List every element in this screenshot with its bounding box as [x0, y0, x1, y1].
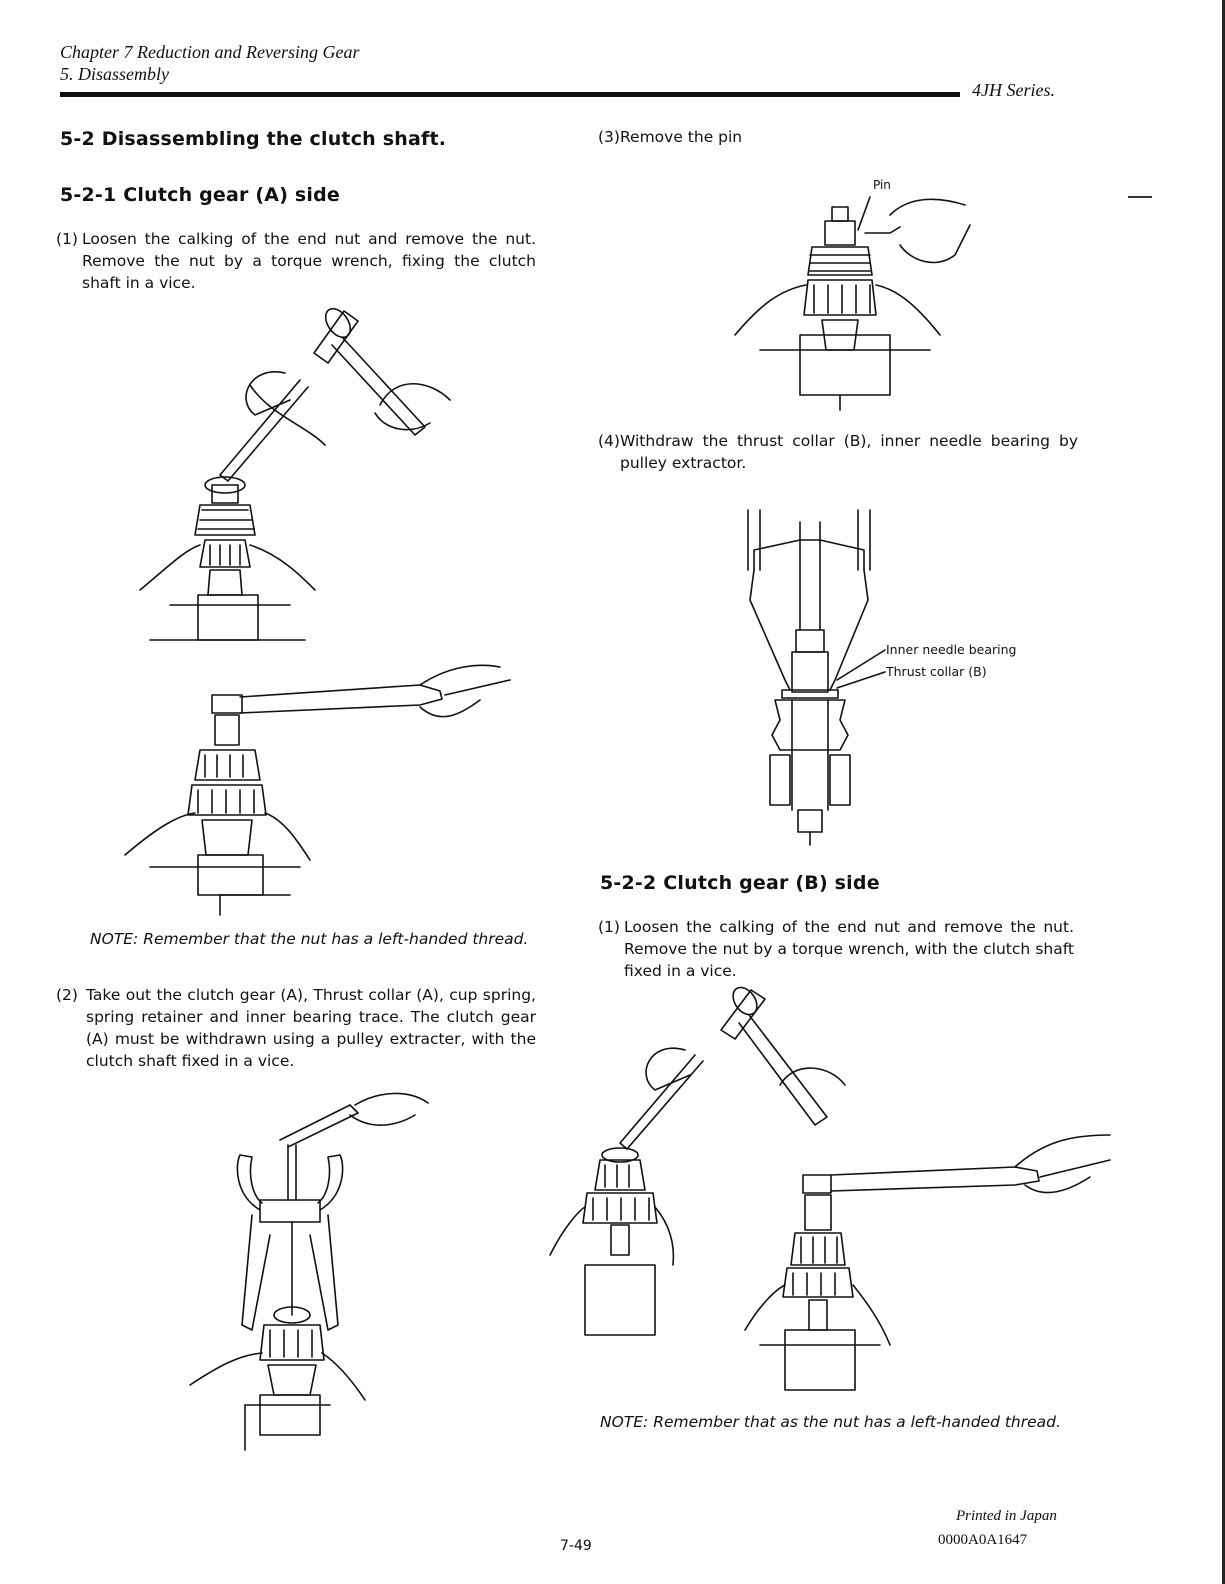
- series-label: 4JH Series.: [972, 80, 1055, 100]
- vice-icon: [190, 1353, 365, 1450]
- step-2: [56, 984, 536, 1072]
- step-5-text: Loosen the calking of the end nut and remove the nut. Remove the nut by a torque wrench, with the clutch shaft fixed in a vice.: [624, 918, 1074, 980]
- pin-label: Pin: [873, 178, 891, 192]
- note-1: NOTE: Remember that the nut has a left-handed thread.: [90, 930, 529, 948]
- step-1-number: (1): [56, 230, 78, 248]
- subheading-a: 5-2-1 Clutch gear (A) side: [60, 184, 341, 206]
- gear-icon: [583, 1148, 657, 1255]
- torque-wrench-icon: [803, 1135, 1110, 1193]
- chapter-title: Chapter 7 Reduction and Reversing Gear: [60, 42, 360, 62]
- section-heading: 5-2 Disassembling the clutch shaft.: [60, 128, 447, 150]
- gear-puller-figure: [180, 1085, 440, 1455]
- step-2-text: Take out the clutch gear (A), Thrust collar (A), cup spring, spring retainer and inner bearing trace. The clutch gear (A) must be withdrawn using a pulley extracter, with the clutch shaft fixed in a vice.: [86, 986, 536, 1070]
- step-3-number: (3): [598, 128, 620, 146]
- hammer-icon: [721, 983, 845, 1125]
- hammer-chisel-figure: [130, 305, 470, 645]
- gear-puller-icon: [237, 1093, 428, 1330]
- shaft-icon: [804, 207, 876, 350]
- label-thrust-collar: Thrust collar (B): [886, 664, 987, 679]
- pin-icon: [858, 197, 970, 262]
- step-5-number: (1): [598, 918, 620, 936]
- pulley-extractor-icon: [748, 510, 870, 690]
- gear-icon: [260, 1307, 324, 1395]
- note-2: NOTE: Remember that as the nut has a left-handed thread.: [600, 1413, 1061, 1431]
- torque-wrench-icon: [212, 665, 510, 716]
- torque-wrench-figure: [120, 655, 520, 920]
- document-code: 0000A0A1647: [938, 1532, 1028, 1548]
- step-4: [598, 430, 1078, 474]
- step-2-number: (2): [56, 986, 78, 1004]
- gear-icon: [195, 477, 255, 595]
- chisel-icon: [220, 372, 325, 481]
- chisel-icon: [620, 1048, 703, 1149]
- step-1: [56, 228, 536, 294]
- section-title: 5. Disassembly: [60, 64, 169, 84]
- gear-icon: [188, 715, 266, 855]
- vice-icon: [140, 545, 315, 640]
- page-number: 7-49: [560, 1538, 592, 1554]
- subheading-b: 5-2-2 Clutch gear (B) side: [600, 872, 880, 894]
- gear-icon: [783, 1195, 853, 1330]
- hammer-icon: [314, 304, 450, 435]
- vice-icon: [125, 813, 310, 915]
- header-rule: [60, 92, 960, 97]
- step-4-number: (4): [598, 432, 620, 450]
- vice-icon: [735, 285, 940, 410]
- pin-removal-figure: [730, 175, 990, 415]
- label-needle-bearing: Inner needle bearing: [886, 642, 1017, 657]
- printed-in-japan: Printed in Japan: [956, 1508, 1057, 1524]
- gear-b-figure: [545, 985, 1115, 1405]
- pulley-extractor-figure: [740, 510, 1040, 850]
- step-3-text: Remove the pin: [619, 128, 743, 146]
- margin-mark: [1128, 196, 1152, 198]
- step-5: [598, 916, 1074, 982]
- step-4-text: Withdraw the thrust collar (B), inner needle bearing by pulley extractor.: [620, 432, 1078, 472]
- step-3: [598, 126, 742, 148]
- shaft-section-icon: [770, 652, 850, 845]
- step-1-text: Loosen the calking of the end nut and remove the nut. Remove the nut by a torque wrench, fixing the clutch shaft in a vice.: [82, 230, 536, 292]
